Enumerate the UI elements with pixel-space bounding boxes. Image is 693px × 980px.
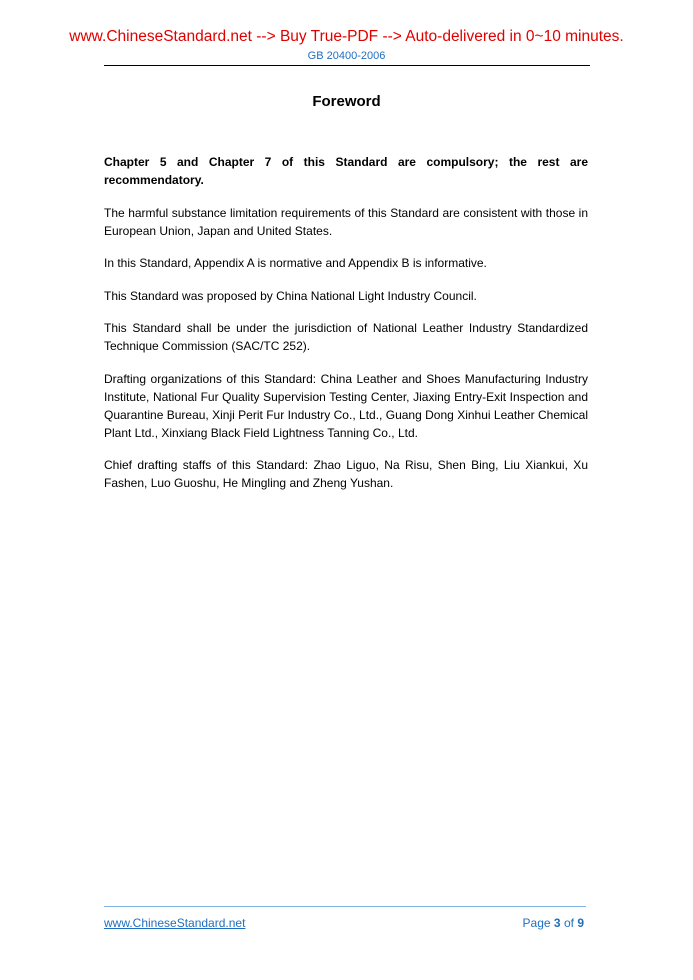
page-current: 3 [553,916,561,930]
page-prefix: Page [522,916,551,930]
page-of: of [563,916,574,930]
paragraph-appendix: In this Standard, Appendix A is normative and Appendix B is informative. [104,256,487,270]
purchase-banner[interactable]: www.ChineseStandard.net --> Buy True-PDF --> Auto-delivered in 0~10 minutes. [69,28,624,45]
paragraph-proposed-by: This Standard was proposed by China National Light Industry Council. [104,288,477,303]
footer-website-link[interactable]: www.ChineseStandard.net [104,916,246,930]
document-code: GB 20400-2006 [307,50,386,62]
paragraph-jurisdiction: This Standard shall be under the jurisdiction of National Leather Industry Standardized Technique Commission (SAC/TC 252). [104,321,588,353]
paragraph-harmful-substance: The harmful substance limitation requirements of this Standard are consistent with those in European Union, Japan and United States. [104,205,588,238]
paragraph-drafting-organizations: Drafting organizations of this Standard: China Leather and Shoes Manufacturing Industry Institute, National Fur Quality Supervision Testing Center, Jiaxing Entry-Exit Inspection and Quarantine Bureau, Xinji Perit Fur Industry Co., Ltd., Guang Dong Xinhui Leather Chemical Plant Ltd., Xinxiang Black Field Lightness Tanning Co., Ltd. [104,371,588,440]
footer-divider [104,906,586,907]
foreword-body [104,153,588,507]
page-total: 9 [577,916,584,930]
paragraph-drafting-staff: Chief drafting staffs of this Standard: Zhao Liguo, Na Risu, Shen Bing, Liu Xiankui, Xu Fashen, Luo Guoshu, He Mingling and Zheng Yushan. [104,458,588,490]
paragraph-compulsory-chapters: Chapter 5 and Chapter 7 of this Standard are compulsory; the rest are recommendatory. [104,155,588,187]
page-number [523,916,584,930]
page-title: Foreword [312,93,381,110]
header-divider [104,65,590,66]
